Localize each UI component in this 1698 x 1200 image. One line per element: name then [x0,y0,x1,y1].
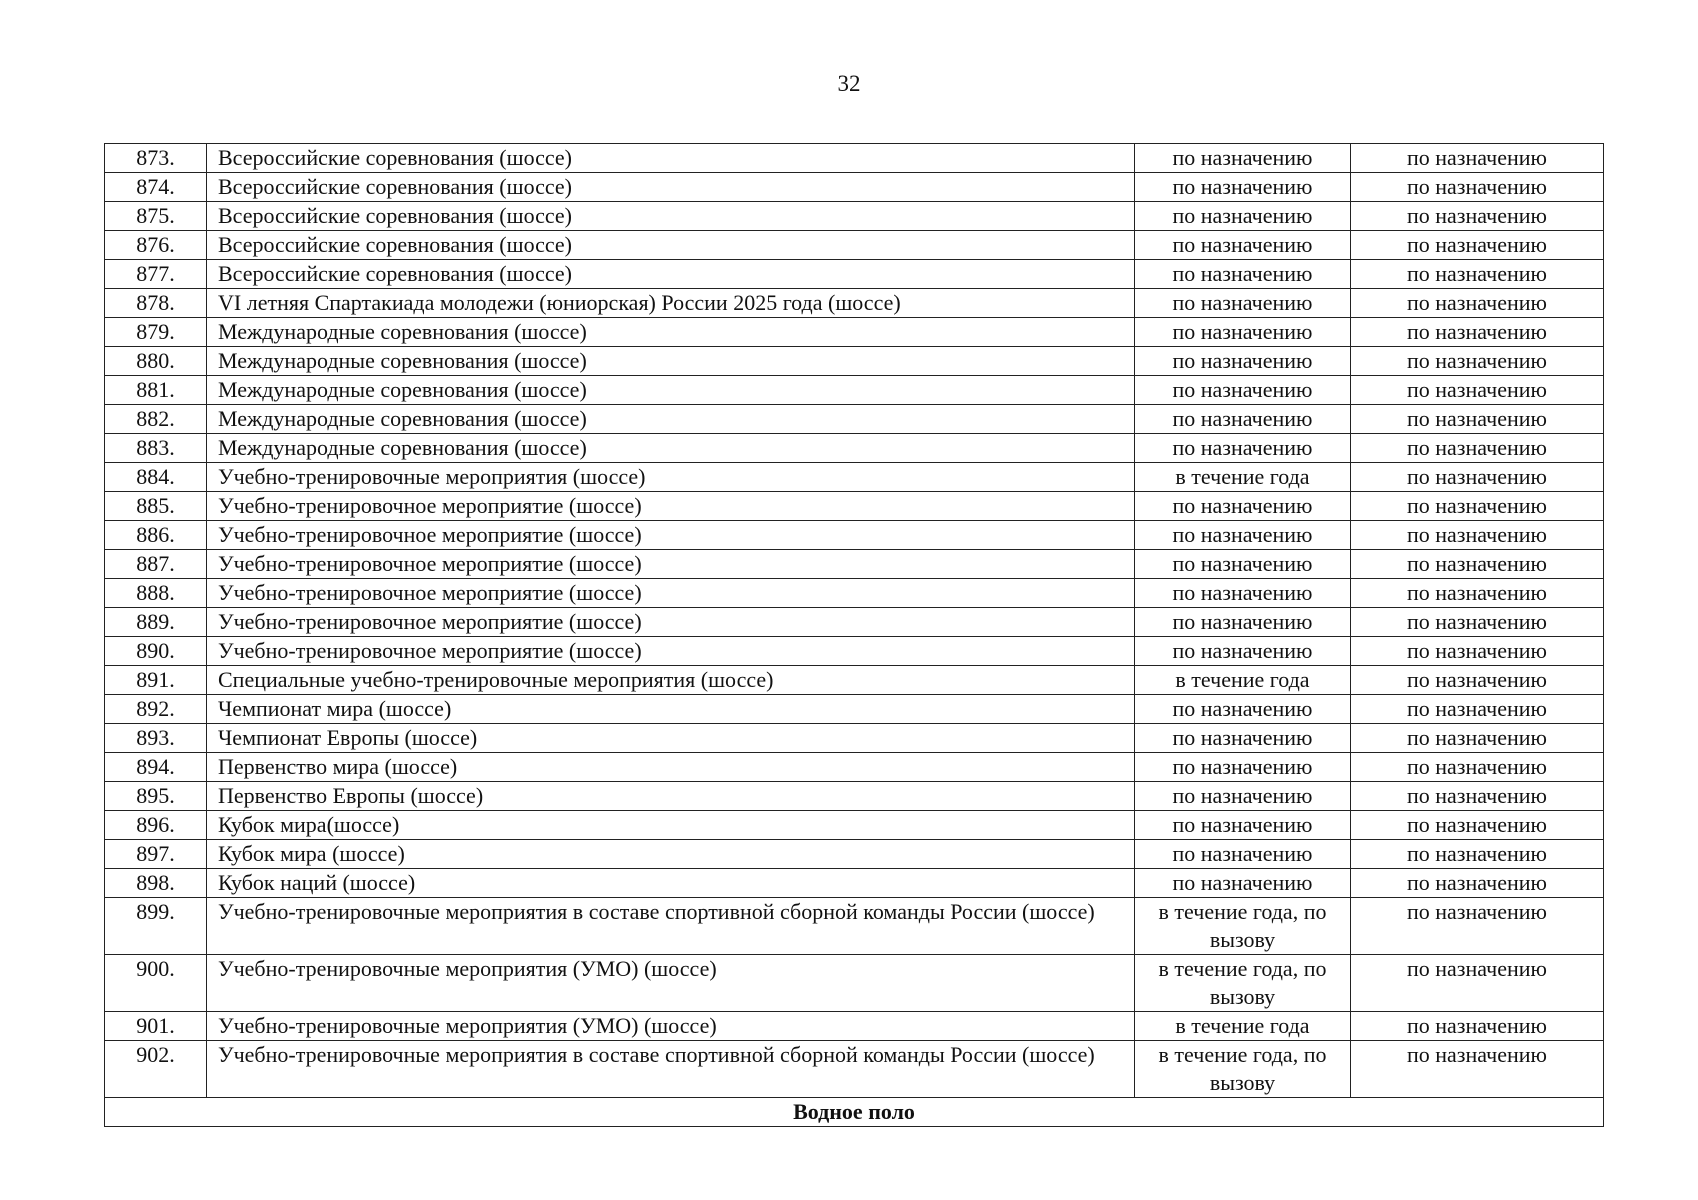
event-place: по назначению [1351,1012,1604,1041]
row-number: 899. [105,898,207,955]
table-row [105,1041,1604,1098]
row-number: 900. [105,955,207,1012]
table-row [105,869,1604,898]
event-place: по назначению [1351,463,1604,492]
row-number: 889. [105,608,207,637]
event-name: Чемпионат Европы (шоссе) [207,724,1135,753]
event-dates: по назначению [1135,695,1351,724]
event-place: по назначению [1351,898,1604,955]
event-place: по назначению [1351,521,1604,550]
row-number: 894. [105,753,207,782]
event-name: Кубок мира (шоссе) [207,840,1135,869]
event-name: Кубок наций (шоссе) [207,869,1135,898]
row-number: 874. [105,173,207,202]
event-name: Учебно-тренировочное мероприятие (шоссе) [207,521,1135,550]
event-place: по назначению [1351,550,1604,579]
event-dates: по назначению [1135,608,1351,637]
event-dates: по назначению [1135,724,1351,753]
event-dates: в течение года, по вызову [1135,1041,1351,1098]
event-dates: по назначению [1135,405,1351,434]
event-dates: по назначению [1135,347,1351,376]
table-row [105,260,1604,289]
event-place: по назначению [1351,434,1604,463]
event-place: по назначению [1351,347,1604,376]
event-dates: по назначению [1135,318,1351,347]
event-place: по назначению [1351,811,1604,840]
event-name: Всероссийские соревнования (шоссе) [207,144,1135,173]
event-name: Учебно-тренировочные мероприятия в составе спортивной сборной команды России (шоссе) [207,1041,1135,1098]
row-number: 896. [105,811,207,840]
event-dates: по назначению [1135,869,1351,898]
event-place: по назначению [1351,260,1604,289]
row-number: 876. [105,231,207,260]
event-dates: в течение года [1135,1012,1351,1041]
event-name: Чемпионат мира (шоссе) [207,695,1135,724]
table-row [105,637,1604,666]
event-name: Учебно-тренировочное мероприятие (шоссе) [207,579,1135,608]
table-row [105,608,1604,637]
event-place: по назначению [1351,869,1604,898]
row-number: 883. [105,434,207,463]
table-row [105,840,1604,869]
events-table [104,143,1604,1127]
event-name: Международные соревнования (шоссе) [207,376,1135,405]
event-dates: по назначению [1135,434,1351,463]
table-row [105,289,1604,318]
page-number: 32 [837,71,861,96]
event-dates: по назначению [1135,260,1351,289]
event-name: Учебно-тренировочные мероприятия (УМО) (шоссе) [207,955,1135,1012]
event-dates: в течение года [1135,463,1351,492]
event-name: Международные соревнования (шоссе) [207,434,1135,463]
row-number: 875. [105,202,207,231]
event-dates: в течение года, по вызову [1135,898,1351,955]
event-name: Учебно-тренировочные мероприятия в составе спортивной сборной команды России (шоссе) [207,898,1135,955]
section-row [105,1098,1604,1127]
row-number: 897. [105,840,207,869]
row-number: 882. [105,405,207,434]
row-number: 873. [105,144,207,173]
row-number: 893. [105,724,207,753]
event-name: Учебно-тренировочное мероприятие (шоссе) [207,492,1135,521]
event-dates: по назначению [1135,376,1351,405]
table-row [105,347,1604,376]
table-row [105,1012,1604,1041]
row-number: 888. [105,579,207,608]
event-dates: по назначению [1135,637,1351,666]
event-place: по назначению [1351,637,1604,666]
event-name: Всероссийские соревнования (шоссе) [207,173,1135,202]
table-row [105,811,1604,840]
event-place: по назначению [1351,579,1604,608]
event-place: по назначению [1351,666,1604,695]
table-row [105,231,1604,260]
event-dates: по назначению [1135,173,1351,202]
event-name: Международные соревнования (шоссе) [207,318,1135,347]
row-number: 886. [105,521,207,550]
event-name: Учебно-тренировочное мероприятие (шоссе) [207,608,1135,637]
event-place: по назначению [1351,492,1604,521]
table-row [105,376,1604,405]
row-number: 885. [105,492,207,521]
row-number: 880. [105,347,207,376]
event-place: по назначению [1351,289,1604,318]
row-number: 902. [105,1041,207,1098]
event-name: Первенство мира (шоссе) [207,753,1135,782]
event-dates: по назначению [1135,811,1351,840]
event-name: Всероссийские соревнования (шоссе) [207,231,1135,260]
event-dates: по назначению [1135,753,1351,782]
event-place: по назначению [1351,231,1604,260]
event-name: Первенство Европы (шоссе) [207,782,1135,811]
event-place: по назначению [1351,782,1604,811]
table-row [105,144,1604,173]
event-dates: по назначению [1135,492,1351,521]
event-name: VI летняя Спартакиада молодежи (юниорская) России 2025 года (шоссе) [207,289,1135,318]
table-row [105,463,1604,492]
event-dates: по назначению [1135,550,1351,579]
table-row [105,695,1604,724]
event-name: Специальные учебно-тренировочные мероприятия (шоссе) [207,666,1135,695]
table-row [105,955,1604,1012]
event-dates: по назначению [1135,231,1351,260]
row-number: 890. [105,637,207,666]
event-name: Международные соревнования (шоссе) [207,347,1135,376]
event-place: по назначению [1351,376,1604,405]
table-row [105,753,1604,782]
event-dates: в течение года, по вызову [1135,955,1351,1012]
event-dates: по назначению [1135,579,1351,608]
event-place: по назначению [1351,955,1604,1012]
event-place: по назначению [1351,173,1604,202]
event-dates: по назначению [1135,840,1351,869]
event-name: Всероссийские соревнования (шоссе) [207,202,1135,231]
row-number: 892. [105,695,207,724]
event-name: Учебно-тренировочные мероприятия (шоссе) [207,463,1135,492]
row-number: 887. [105,550,207,579]
events-table-body [105,144,1604,1098]
table-row [105,434,1604,463]
event-dates: по назначению [1135,521,1351,550]
event-dates: в течение года [1135,666,1351,695]
event-place: по назначению [1351,318,1604,347]
row-number: 901. [105,1012,207,1041]
event-place: по назначению [1351,202,1604,231]
event-name: Учебно-тренировочные мероприятия (УМО) (шоссе) [207,1012,1135,1041]
event-place: по назначению [1351,405,1604,434]
row-number: 891. [105,666,207,695]
row-number: 898. [105,869,207,898]
event-dates: по назначению [1135,782,1351,811]
event-place: по назначению [1351,608,1604,637]
event-dates: по назначению [1135,144,1351,173]
event-place: по назначению [1351,695,1604,724]
table-row [105,521,1604,550]
table-row [105,666,1604,695]
event-place: по назначению [1351,840,1604,869]
event-name: Учебно-тренировочное мероприятие (шоссе) [207,637,1135,666]
event-dates: по назначению [1135,202,1351,231]
event-place: по назначению [1351,753,1604,782]
table-row [105,724,1604,753]
table-row [105,579,1604,608]
table-row [105,318,1604,347]
event-place: по назначению [1351,1041,1604,1098]
event-place: по назначению [1351,724,1604,753]
row-number: 881. [105,376,207,405]
table-row [105,782,1604,811]
table-row [105,492,1604,521]
row-number: 879. [105,318,207,347]
section-heading: Водное поло [105,1098,1604,1127]
event-name: Учебно-тренировочное мероприятие (шоссе) [207,550,1135,579]
event-name: Международные соревнования (шоссе) [207,405,1135,434]
row-number: 878. [105,289,207,318]
table-row [105,405,1604,434]
table-row [105,550,1604,579]
table-row [105,173,1604,202]
table-row [105,202,1604,231]
row-number: 877. [105,260,207,289]
row-number: 895. [105,782,207,811]
table-row [105,898,1604,955]
event-name: Всероссийские соревнования (шоссе) [207,260,1135,289]
event-place: по назначению [1351,144,1604,173]
event-name: Кубок мира(шоссе) [207,811,1135,840]
row-number: 884. [105,463,207,492]
event-dates: по назначению [1135,289,1351,318]
